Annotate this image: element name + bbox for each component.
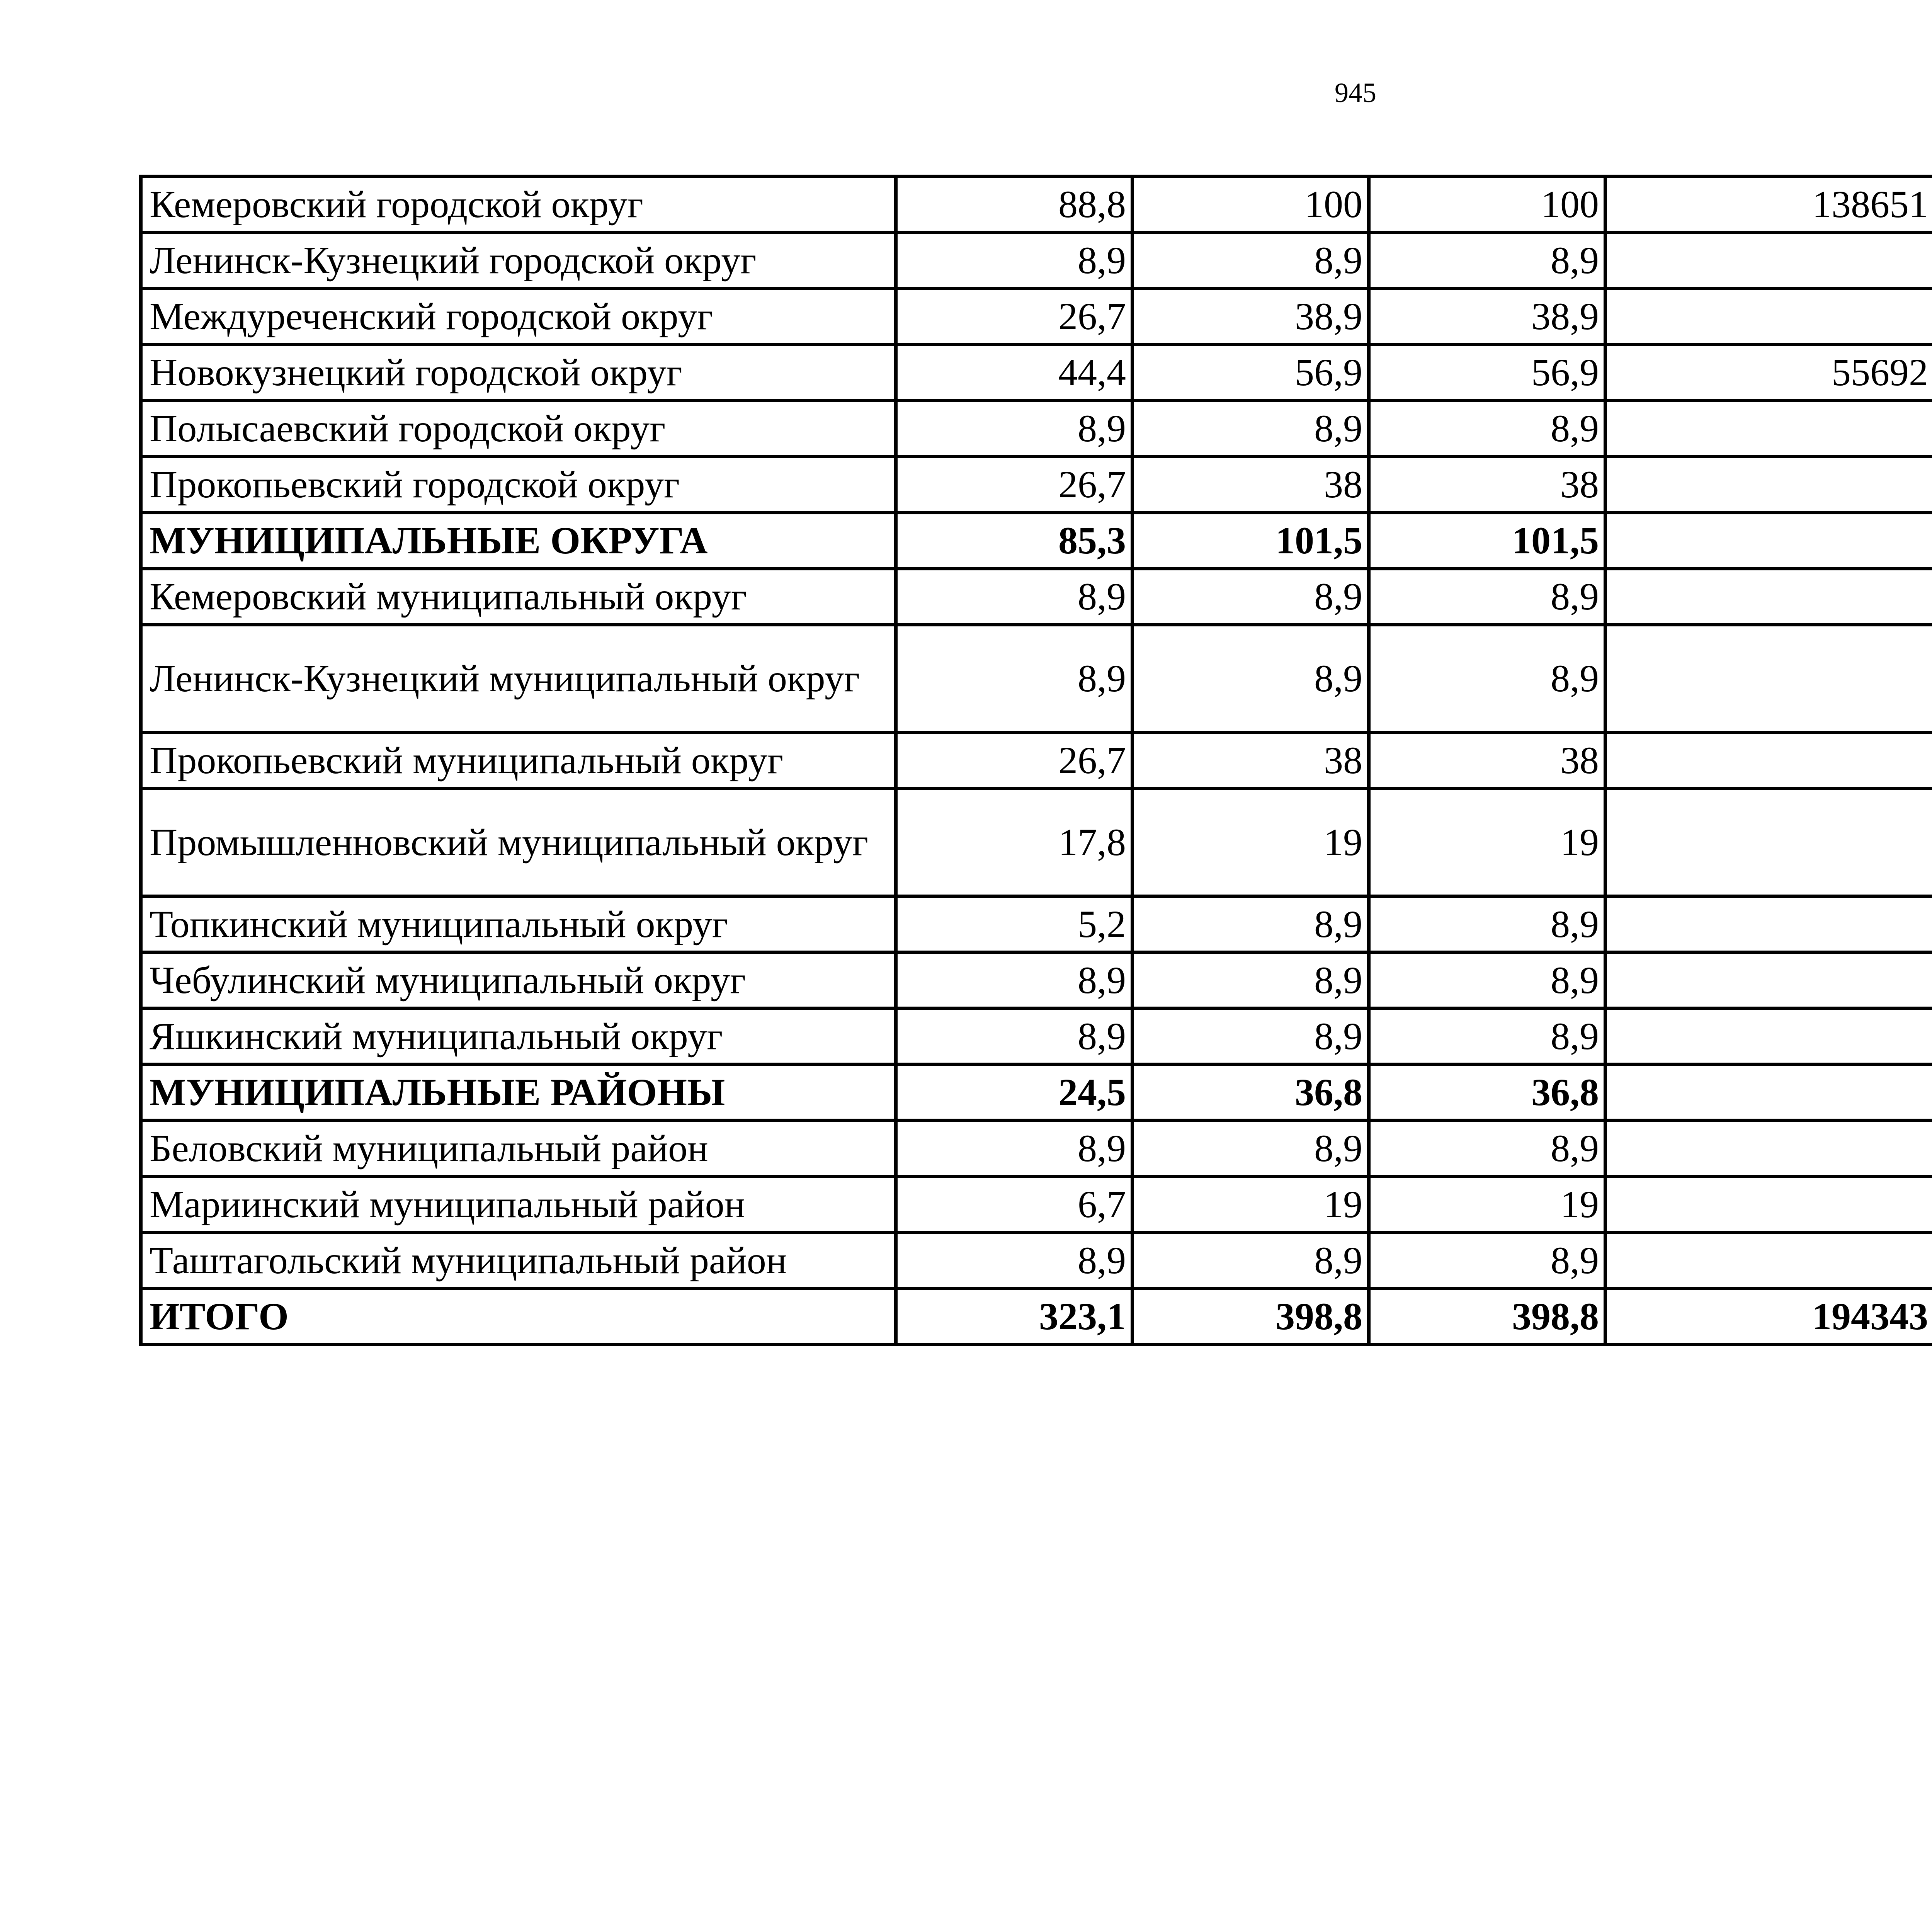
table-row [141, 733, 1932, 789]
value-cell: 8,9 [1369, 1233, 1605, 1289]
row-name-cell: Прокопьевский муниципальный округ [141, 733, 896, 789]
value-cell [1605, 289, 1932, 345]
value-cell: 8,9 [1369, 625, 1605, 733]
value-cell: 8,9 [1369, 569, 1605, 625]
table-row [141, 177, 1932, 233]
value-cell: 8,9 [1369, 1121, 1605, 1177]
value-cell: 36,8 [1133, 1065, 1369, 1121]
table-row [141, 457, 1932, 513]
value-cell [1605, 896, 1932, 953]
data-table [139, 175, 1932, 1346]
value-cell: 44,4 [896, 345, 1133, 401]
value-cell: 26,7 [896, 457, 1133, 513]
value-cell: 100 [1369, 177, 1605, 233]
value-cell: 8,9 [1133, 953, 1369, 1009]
row-name-cell: Ленинск-Кузнецкий городской округ [141, 233, 896, 289]
row-name-cell: Ленинск-Кузнецкий муниципальный округ [141, 625, 896, 733]
value-cell [1605, 1009, 1932, 1065]
value-cell: 398,8 [1133, 1289, 1369, 1345]
value-cell: 8,9 [896, 401, 1133, 457]
section-row [141, 1065, 1932, 1121]
value-cell: 26,7 [896, 733, 1133, 789]
row-name-cell: Топкинский муниципальный округ [141, 896, 896, 953]
value-cell: 26,7 [896, 289, 1133, 345]
value-cell: 19 [1133, 1177, 1369, 1233]
value-cell: 8,9 [1133, 896, 1369, 953]
value-cell: 8,9 [1133, 233, 1369, 289]
value-cell: 8,9 [896, 1233, 1133, 1289]
value-cell: 38,9 [1369, 289, 1605, 345]
value-cell: 88,8 [896, 177, 1133, 233]
value-cell: 38 [1369, 733, 1605, 789]
value-cell [1605, 789, 1932, 896]
table-row [141, 345, 1932, 401]
value-cell: 38 [1369, 457, 1605, 513]
value-cell: 8,9 [1133, 625, 1369, 733]
value-cell: 8,9 [1133, 1233, 1369, 1289]
table-row [141, 953, 1932, 1009]
table-row [141, 1121, 1932, 1177]
value-cell: 56,9 [1133, 345, 1369, 401]
value-cell: 8,9 [896, 1009, 1133, 1065]
value-cell: 8,9 [1133, 1121, 1369, 1177]
value-cell: 8,9 [1369, 896, 1605, 953]
value-cell [1605, 625, 1932, 733]
row-name-cell: Полысаевский городской округ [141, 401, 896, 457]
row-name-cell: Мариинский муниципальный район [141, 1177, 896, 1233]
value-cell: 101,5 [1369, 513, 1605, 569]
value-cell: 85,3 [896, 513, 1133, 569]
value-cell: 36,8 [1369, 1065, 1605, 1121]
total-label-cell: ИТОГО [141, 1289, 896, 1345]
value-cell [1605, 953, 1932, 1009]
table-row [141, 401, 1932, 457]
value-cell: 38 [1133, 733, 1369, 789]
table-row [141, 789, 1932, 896]
value-cell: 19 [1369, 1177, 1605, 1233]
value-cell [1605, 401, 1932, 457]
value-cell [1605, 1065, 1932, 1121]
value-cell: 8,9 [1133, 1009, 1369, 1065]
row-name-cell: Новокузнецкий городской округ [141, 345, 896, 401]
row-name-cell: Яшкинский муниципальный округ [141, 1009, 896, 1065]
value-cell: 8,9 [1133, 401, 1369, 457]
row-name-cell: Таштагольский муниципальный район [141, 1233, 896, 1289]
value-cell: 100 [1133, 177, 1369, 233]
value-cell: 8,9 [896, 1121, 1133, 1177]
value-cell [1605, 513, 1932, 569]
value-cell: 8,9 [896, 953, 1133, 1009]
value-cell: 194343 [1605, 1289, 1932, 1345]
value-cell: 8,9 [1369, 401, 1605, 457]
value-cell [1605, 733, 1932, 789]
row-name-cell: Междуреченский городской округ [141, 289, 896, 345]
value-cell: 5,2 [896, 896, 1133, 953]
value-cell [1605, 233, 1932, 289]
value-cell: 24,5 [896, 1065, 1133, 1121]
value-cell: 8,9 [1369, 1009, 1605, 1065]
table-row [141, 1233, 1932, 1289]
value-cell: 56,9 [1369, 345, 1605, 401]
value-cell: 8,9 [896, 569, 1133, 625]
value-cell: 6,7 [896, 1177, 1133, 1233]
section-title-cell: МУНИЦИПАЛЬНЫЕ ОКРУГА [141, 513, 896, 569]
row-name-cell: Кемеровский муниципальный округ [141, 569, 896, 625]
row-name-cell: Прокопьевский городской округ [141, 457, 896, 513]
value-cell: 323,1 [896, 1289, 1133, 1345]
section-title-cell: МУНИЦИПАЛЬНЫЕ РАЙОНЫ [141, 1065, 896, 1121]
section-row [141, 513, 1932, 569]
row-name-cell: Беловский муниципальный район [141, 1121, 896, 1177]
page-number: 945 [1335, 77, 1376, 108]
value-cell: 101,5 [1133, 513, 1369, 569]
row-name-cell: Промышленновский муниципальный округ [141, 789, 896, 896]
row-name-cell: Кемеровский городской округ [141, 177, 896, 233]
value-cell: 38,9 [1133, 289, 1369, 345]
value-cell [1605, 457, 1932, 513]
value-cell: 8,9 [896, 625, 1133, 733]
value-cell: 8,9 [1369, 953, 1605, 1009]
value-cell: 55692 [1605, 345, 1932, 401]
value-cell: 17,8 [896, 789, 1133, 896]
row-name-cell: Чебулинский муниципальный округ [141, 953, 896, 1009]
table-row [141, 896, 1932, 953]
table-row [141, 625, 1932, 733]
value-cell [1605, 569, 1932, 625]
value-cell: 138651 [1605, 177, 1932, 233]
value-cell: 19 [1369, 789, 1605, 896]
value-cell: 398,8 [1369, 1289, 1605, 1345]
table-row [141, 289, 1932, 345]
table-row [141, 1009, 1932, 1065]
table-row [141, 1177, 1932, 1233]
value-cell: 8,9 [1369, 233, 1605, 289]
value-cell: 8,9 [896, 233, 1133, 289]
total-row [141, 1289, 1932, 1345]
value-cell: 19 [1133, 789, 1369, 896]
value-cell: 8,9 [1133, 569, 1369, 625]
table-row [141, 233, 1932, 289]
value-cell [1605, 1121, 1932, 1177]
value-cell [1605, 1233, 1932, 1289]
value-cell: 38 [1133, 457, 1369, 513]
table-row [141, 569, 1932, 625]
value-cell [1605, 1177, 1932, 1233]
